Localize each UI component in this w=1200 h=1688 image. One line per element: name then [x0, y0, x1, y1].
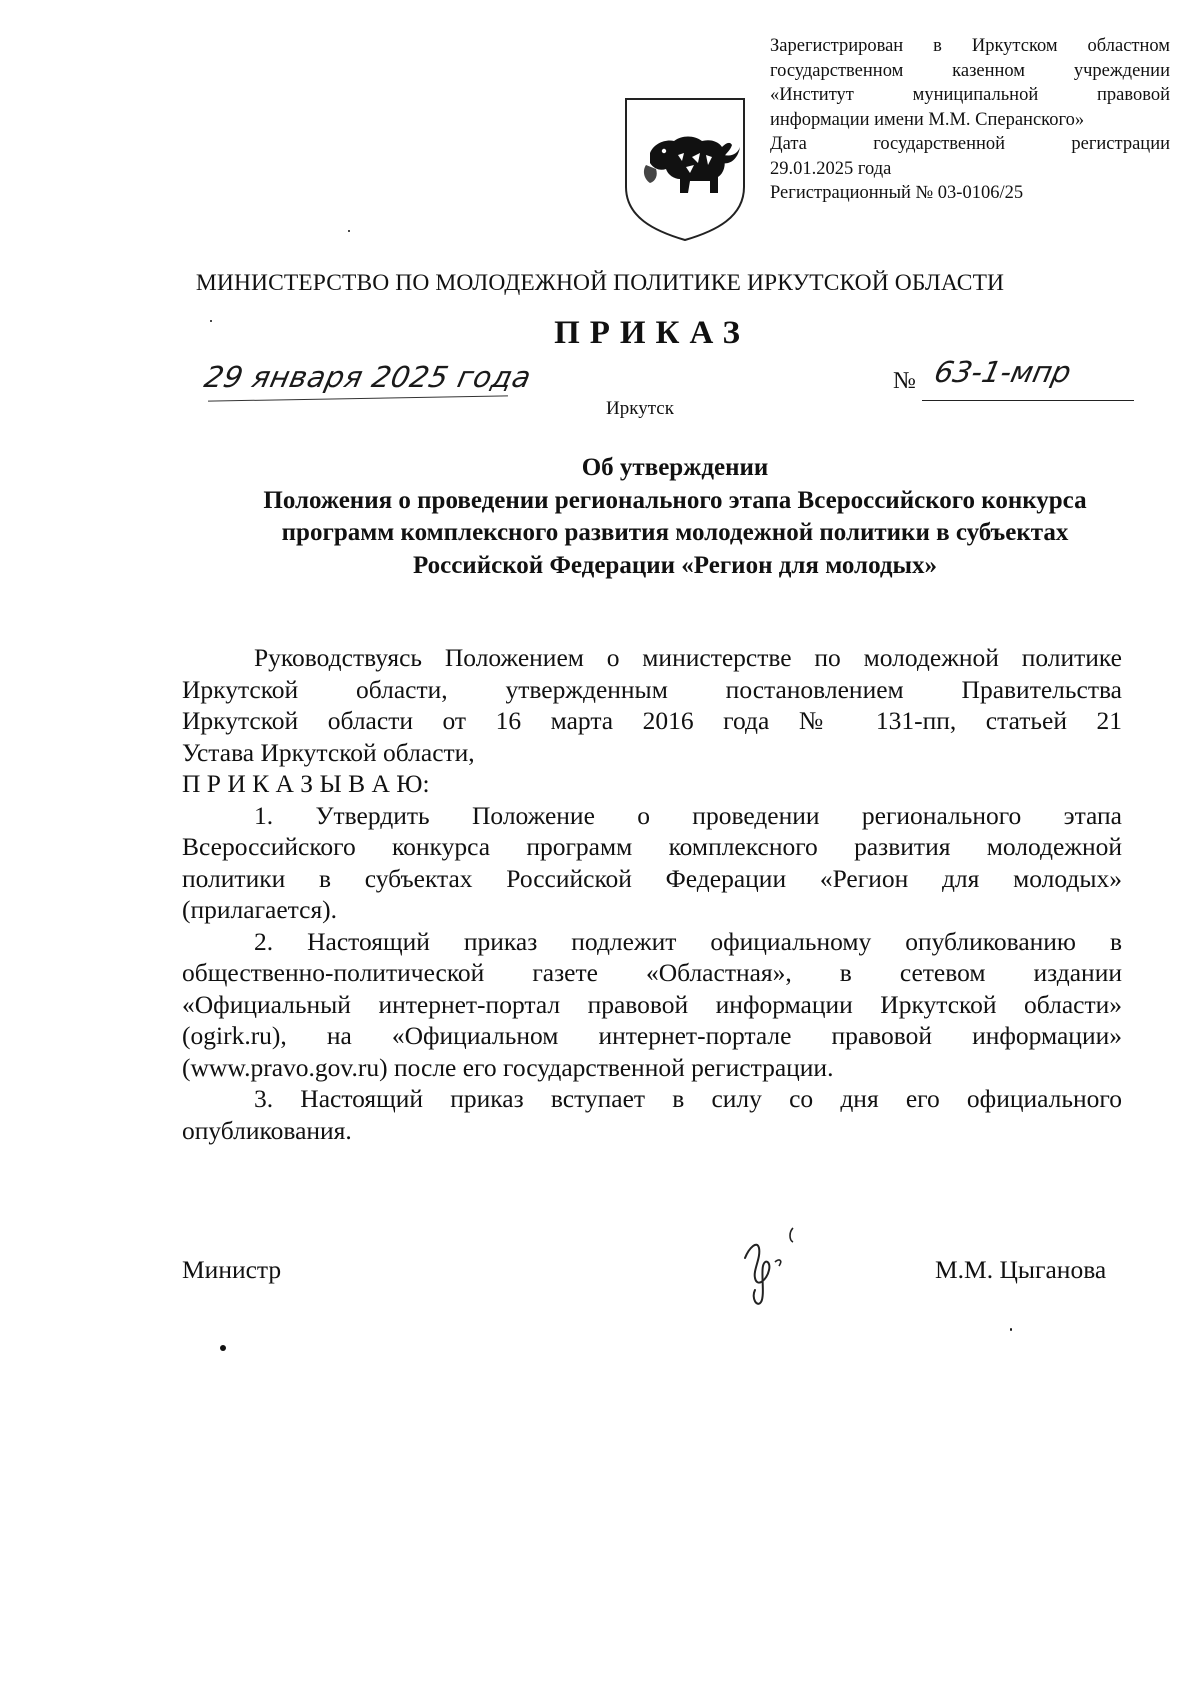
scan-speck [220, 1345, 226, 1351]
handwritten-signature-icon [735, 1218, 845, 1308]
number-label: № [893, 368, 916, 394]
handwritten-date: 29 января 2025 года [201, 360, 535, 394]
scan-speck [210, 320, 212, 322]
signer-position: Министр [182, 1255, 282, 1284]
item-1-line: 1. Утвердить Положение о проведении регионального этапа [254, 800, 1122, 830]
signer-name: М.М. Цыганова [935, 1255, 1107, 1284]
document-subject [180, 452, 1170, 582]
subject-line: Российской Федерации «Регион для молодых» [412, 551, 938, 579]
item-1-line: Всероссийского конкурса программ комплексного развития молодежной [182, 832, 1122, 861]
item-2-line: (www.pravo.gov.ru) после его государственной регистрации. [182, 1052, 834, 1082]
item-1-line: политики в субъектах Российской Федерации «Регион для молодых» [182, 863, 1122, 893]
document-type: ПРИКАЗ [554, 315, 750, 351]
item-2-line: 2. Настоящий приказ подлежит официальному опубликованию в [254, 926, 1122, 956]
item-2-line: общественно-политической газете «Областная», в сетевом издании [182, 958, 1122, 987]
registration-number: Регистрационный № 03-0106/25 [770, 183, 1024, 203]
registration-line: Зарегистрирован в Иркутском областном [770, 36, 1170, 56]
handwritten-number: 63-1-мпр [931, 355, 1075, 389]
item-2-line: (ogirk.ru), на «Официальном интернет-портале правовой информации» [182, 1021, 1122, 1050]
registration-stamp [770, 34, 1170, 206]
registration-line: «Институт муниципальной правовой [770, 85, 1170, 105]
item-2-line: «Официальный интернет-портал правовой информации Иркутской области» [182, 989, 1122, 1019]
item-3-line: 3. Настоящий приказ вступает в силу со дня его официального [254, 1084, 1122, 1113]
subject-line: Положения о проведении регионального этапа Всероссийского конкурса [263, 486, 1087, 514]
preamble-line: Иркутской области, утвержденным постановлением Правительства [182, 674, 1122, 704]
registration-line: 29.01.2025 года [770, 158, 892, 179]
preamble-line: Руководствуясь Положением о министерстве по молодежной политике [254, 643, 1122, 672]
registration-line: информации имени М.М. Сперанского» [770, 109, 1085, 130]
registration-line: Дата государственной регистрации [770, 134, 1170, 154]
city: Иркутск [606, 398, 674, 419]
preamble-line: Иркутской области от 16 марта 2016 года № 131-пп, статьей 21 [182, 706, 1122, 735]
preamble-line: Устава Иркутской области, [182, 737, 475, 767]
ministry-name: МИНИСТЕРСТВО ПО МОЛОДЕЖНОЙ ПОЛИТИКЕ ИРКУТСКОЙ ОБЛАСТИ [195, 270, 1005, 296]
scan-speck [1010, 1328, 1012, 1331]
scan-speck [348, 230, 350, 232]
subject-line: Об утверждении [581, 454, 769, 481]
subject-line: программ комплексного развития молодежной политики в субъектах [281, 519, 1069, 546]
order-word: П Р И К А З Ы В А Ю: [182, 769, 430, 798]
registration-line: государственном казенном учреждении [770, 60, 1170, 81]
document-body [182, 642, 1122, 1146]
item-1-line: (прилагается). [182, 895, 338, 924]
item-3-line: опубликования. [182, 1115, 352, 1145]
coat-of-arms-icon [620, 95, 750, 243]
